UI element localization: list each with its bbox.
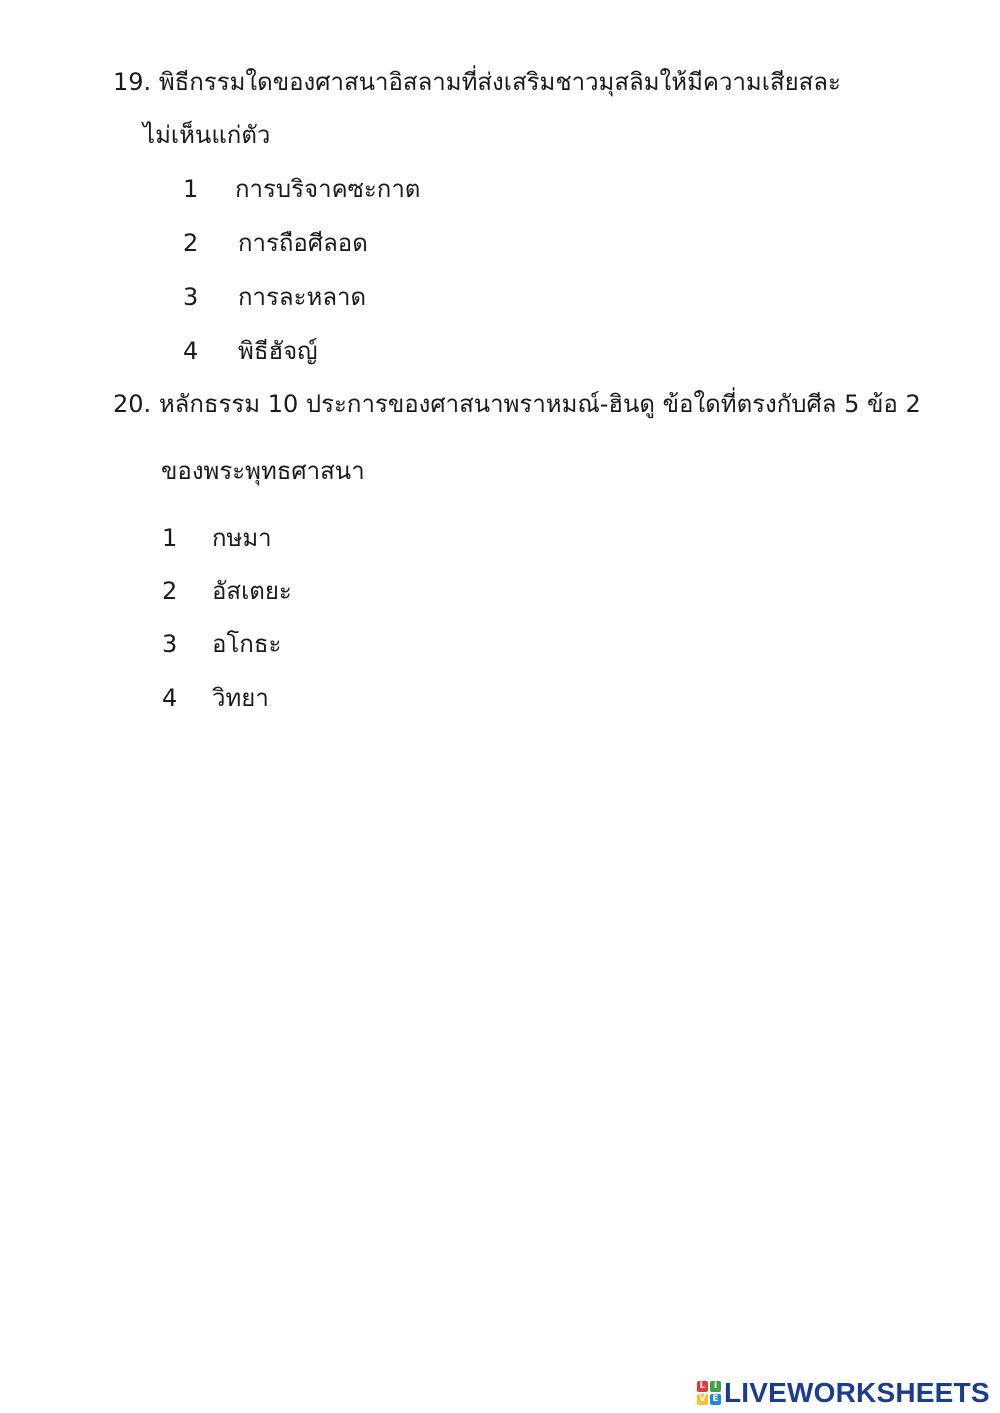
q20-option-3-text: อโกธะ xyxy=(212,630,282,658)
q20-option-2-text: อัสเตยะ xyxy=(212,577,292,605)
q19-option-3-number: 3 xyxy=(183,283,199,311)
q19-option-3-text: การละหลาด xyxy=(238,283,367,311)
liveworksheets-logo xyxy=(697,1378,990,1408)
q20-option-1-number: 1 xyxy=(162,524,178,552)
q19-option-2-text: การถือศีลอด xyxy=(238,229,368,257)
q20-option-2-number: 2 xyxy=(162,577,178,605)
q20-option-1-text: กษมา xyxy=(212,524,272,552)
q20-option-4-text: วิทยา xyxy=(212,684,269,712)
question-20-line-2: ของพระพุทธศาสนา xyxy=(161,457,365,485)
question-20-text: หลักธรรม 10 ประการของศาสนาพราหมณ์-ฮินดู ข้อใดที่ตรงกับศีล 5 ข้อ 2 xyxy=(158,390,921,418)
q20-option-3-number: 3 xyxy=(162,630,178,658)
question-19-line-1 xyxy=(113,66,841,98)
q20-option-4-number: 4 xyxy=(162,684,178,712)
logo-text: LIVEWORKSHEETS xyxy=(724,1377,990,1408)
q19-option-1-number: 1 xyxy=(183,175,199,203)
logo-tile-3: V xyxy=(697,1394,708,1405)
q19-option-4-number: 4 xyxy=(183,337,199,365)
logo-tile-2: I xyxy=(710,1381,721,1392)
logo-mark-icon xyxy=(697,1381,721,1405)
question-20-line-1 xyxy=(113,388,921,420)
logo-tile-1: L xyxy=(697,1381,708,1392)
question-19-number: 19. xyxy=(113,68,152,96)
q19-option-1-text: การบริจาคซะกาต xyxy=(235,175,421,203)
q19-option-2-number: 2 xyxy=(183,229,199,257)
question-19-text: พิธีกรรมใดของศาสนาอิสลามที่ส่งเสริมชาวมุสลิมให้มีความเสียสละ xyxy=(158,68,841,96)
question-20-number: 20. xyxy=(113,390,152,418)
question-19-line-2: ไม่เห็นแก่ตัว xyxy=(143,121,271,149)
q19-option-4-text: พิธีฮัจญ์ xyxy=(238,337,318,365)
logo-tile-4: E xyxy=(710,1394,721,1405)
